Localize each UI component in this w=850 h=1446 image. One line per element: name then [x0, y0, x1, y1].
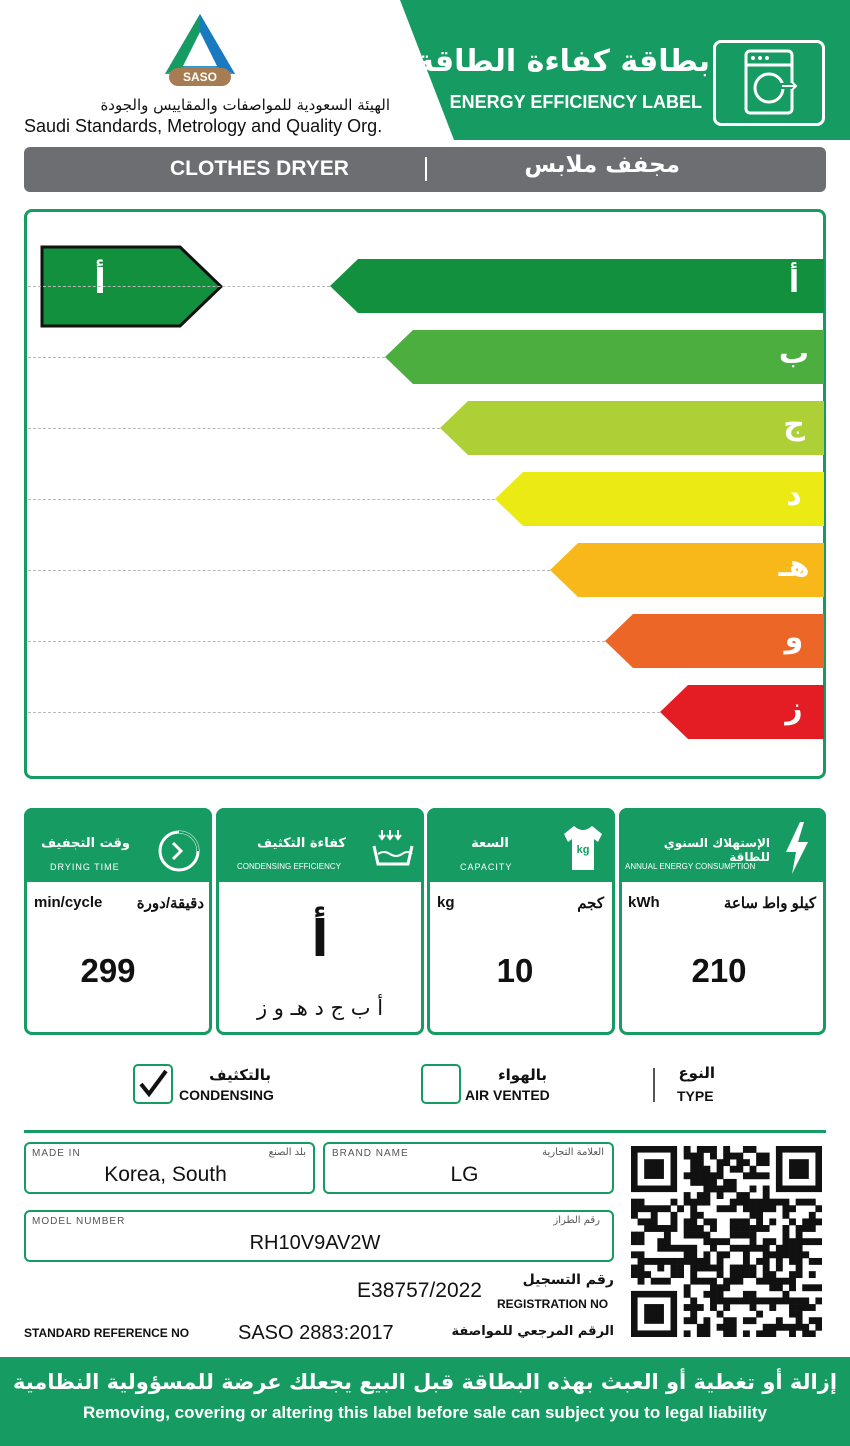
energy-title-ar: الإستهلاك السنوي للطاقة [663, 836, 770, 864]
lightning-icon [780, 820, 814, 876]
efficiency-class-letter: هـ [778, 549, 810, 584]
scale-guide-line [28, 428, 440, 429]
product-name-en: CLOTHES DRYER [170, 157, 349, 180]
efficiency-class-bar [330, 259, 824, 313]
condensing-scale-text: أ ب ج د هـ و ز [256, 996, 384, 1020]
capacity-title-ar: السعة [471, 836, 509, 851]
shirt-kg-label: kg [576, 844, 590, 856]
registration-number: E38757/2022 [357, 1279, 482, 1302]
standard-caption-en: STANDARD REFERENCE NO [24, 1326, 190, 1340]
product-name-ar: مجفف ملابس [524, 152, 680, 178]
efficiency-class-letter: ج [783, 407, 805, 442]
capacity-value: 10 [496, 952, 534, 989]
condensing-title-ar: كفاءة التكثيف [257, 836, 346, 851]
type-label-ar: النوع [678, 1064, 715, 1082]
label-title-en: ENERGY EFFICIENCY LABEL [449, 92, 702, 112]
energy-unit-ar: كيلو واط ساعة [723, 895, 816, 912]
condensing-label-en: CONDENSING [179, 1087, 274, 1103]
model-caption-en: MODEL NUMBER [32, 1216, 126, 1227]
type-separator [653, 1068, 655, 1102]
brand-value: LG [450, 1163, 479, 1186]
air-vented-checkbox[interactable] [421, 1064, 461, 1104]
checkmark-icon [135, 1066, 171, 1102]
clock-icon [155, 826, 203, 874]
made-in-caption-ar: بلد الصنع [268, 1147, 306, 1158]
type-label-en: TYPE [677, 1088, 714, 1104]
saso-logo-text: SASO [182, 70, 217, 84]
label-title-ar: بطاقة كفاءة الطاقة [416, 44, 710, 79]
rating-letter: أ [94, 262, 106, 302]
model-value: RH10V9AV2W [249, 1232, 381, 1254]
drying-time-value: 299 [80, 952, 136, 989]
efficiency-class-letter: أ [788, 265, 800, 300]
footer-warning-en: Removing, covering or altering this label before sale can subject you to legal liability [83, 1403, 767, 1422]
brand-caption-ar: العلامة التجارية [542, 1147, 604, 1158]
org-name-ar: الهيئة السعودية للمواصفات والمقاييس والجودة [100, 96, 390, 114]
energy-title-en: ANNUAL ENERGY CONSUMPTION [625, 862, 756, 871]
made-in-caption-en: MADE IN [32, 1148, 81, 1159]
qr-code [631, 1146, 822, 1337]
condensing-value: أ [311, 910, 329, 968]
scale-guide-line [28, 286, 330, 287]
org-name-en: Saudi Standards, Metrology and Quality Org. [24, 116, 383, 136]
air-vented-label-ar: بالهواء [497, 1066, 547, 1084]
efficiency-class-letter: و [784, 620, 804, 655]
scale-guide-line [28, 499, 495, 500]
standard-value: SASO 2883:2017 [238, 1322, 394, 1344]
standard-caption-ar: الرقم المرجعي للمواصفة [451, 1324, 614, 1339]
efficiency-class-letter: ب [778, 336, 810, 371]
capacity-unit-en: kg [437, 894, 455, 911]
made-in-value: Korea, South [104, 1163, 227, 1186]
scale-guide-line [28, 357, 385, 358]
condensing-title-en: CONDENSING EFFICIENCY [237, 862, 342, 871]
efficiency-class-letter: د [786, 478, 802, 513]
drying-time-unit-ar: دقيقة/دورة [136, 895, 204, 912]
divider-line [24, 1130, 826, 1133]
efficiency-class-letter: ز [785, 691, 803, 726]
registration-caption-ar: رقم التسجيل [522, 1272, 614, 1288]
capacity-title-en: CAPACITY [460, 862, 513, 872]
scale-guide-line [28, 641, 605, 642]
capacity-unit-ar: كجم [577, 895, 604, 912]
air-vented-label-en: AIR VENTED [465, 1087, 550, 1103]
condensing-icon [370, 826, 416, 872]
condensing-label-ar: بالتكثيف [209, 1066, 271, 1084]
registration-caption-en: REGISTRATION NO [497, 1297, 609, 1311]
efficiency-class-bar [385, 330, 824, 384]
energy-value: 210 [691, 952, 747, 989]
drying-time-title-ar: وقت التجفيف [40, 836, 130, 851]
scale-guide-line [28, 712, 660, 713]
drying-time-title-en: DRYING TIME [50, 862, 120, 872]
brand-caption-en: BRAND NAME [332, 1148, 409, 1159]
shirt-kg-icon [558, 822, 608, 874]
condensing-checkbox[interactable] [133, 1064, 173, 1104]
scale-guide-line [28, 570, 550, 571]
drying-time-unit-en: min/cycle [34, 894, 103, 911]
footer-warning-ar: إزالة أو تغطية أو العبث بهذه البطاقة قبل البيع يجعلك عرضة للمسؤولية النظامية [12, 1370, 838, 1394]
model-caption-ar: رقم الطراز [553, 1215, 600, 1226]
energy-unit-en: kWh [628, 894, 660, 911]
